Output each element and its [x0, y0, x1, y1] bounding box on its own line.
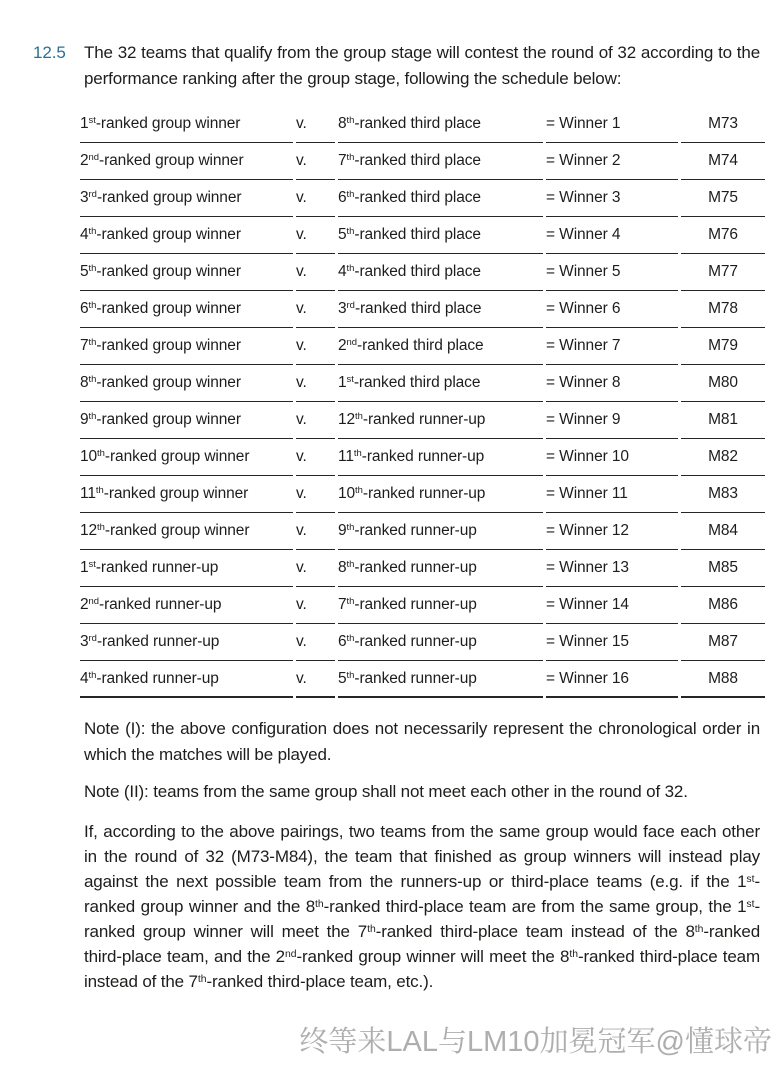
text-segment: -ranked third-place team, etc.). [206, 971, 434, 991]
rank-number: 7 [80, 337, 89, 354]
ordinal-suffix: th [88, 226, 97, 238]
rank-number: 6 [338, 189, 347, 206]
team-label: -ranked runner-up [354, 559, 477, 576]
round32-schedule-table [77, 106, 768, 698]
rank-number: 3 [338, 300, 347, 317]
ordinal-suffix: th [346, 559, 355, 571]
rank-number: 6 [338, 633, 347, 650]
team-label: -ranked runner-up [99, 596, 222, 613]
ordinal-suffix: th [346, 189, 355, 201]
match-number-cell: M85 [681, 550, 765, 587]
home-team-cell [80, 180, 293, 217]
rank-number: 11 [80, 485, 96, 502]
rank-number: 7 [338, 596, 347, 613]
ordinal-suffix: rd [346, 300, 355, 312]
ordinal-suffix: th [88, 669, 97, 681]
home-team-cell [80, 476, 293, 513]
table-row [80, 106, 765, 143]
text-segment: -ranked third-place team instead of the 7 [84, 946, 760, 991]
versus-label: v. [296, 624, 335, 661]
match-number-cell: M80 [681, 365, 765, 402]
table-body [80, 106, 765, 698]
table-row [80, 513, 765, 550]
ordinal-suffix: nd [346, 337, 358, 349]
versus-label: v. [296, 143, 335, 180]
ordinal-suffix: st [88, 115, 96, 127]
home-team-cell [80, 291, 293, 328]
winner-cell: = Winner 15 [546, 624, 678, 661]
away-team-cell [338, 476, 543, 513]
team-label: -ranked runner-up [361, 448, 485, 465]
rank-number: 9 [338, 522, 347, 539]
winner-cell: = Winner 2 [546, 143, 678, 180]
team-label: -ranked group winner [96, 226, 241, 243]
note-2: Note (II): teams from the same group shall not meet each other in the round of 32. [84, 782, 688, 801]
rank-number: 2 [80, 152, 89, 169]
match-number-cell: M75 [681, 180, 765, 217]
away-team-cell [338, 328, 543, 365]
team-label: -ranked group winner [104, 448, 250, 465]
ordinal-suffix: th [88, 300, 97, 312]
versus-label: v. [296, 550, 335, 587]
winner-cell: = Winner 4 [546, 217, 678, 254]
ordinal-suffix: th [88, 374, 97, 386]
rank-number: 1 [80, 115, 89, 132]
versus-label: v. [296, 106, 335, 143]
away-team-cell [338, 180, 543, 217]
home-team-cell [80, 550, 293, 587]
ordinal-superscript: st [746, 873, 755, 885]
home-team-cell [80, 587, 293, 624]
text-segment: -ranked group winner will meet the 8 [296, 946, 570, 966]
match-number-cell: M74 [681, 143, 765, 180]
versus-label: v. [296, 402, 335, 439]
ordinal-suffix: th [346, 596, 355, 608]
team-label: -ranked third place [354, 263, 481, 280]
away-team-cell [338, 106, 543, 143]
team-label: -ranked runner-up [96, 669, 219, 687]
winner-cell: = Winner 10 [546, 439, 678, 476]
table-row [80, 365, 765, 402]
rank-number: 10 [338, 485, 356, 502]
ordinal-suffix: th [346, 669, 355, 681]
table-row [80, 550, 765, 587]
table-row [80, 291, 765, 328]
ordinal-suffix: th [97, 522, 105, 534]
away-team-cell [338, 587, 543, 624]
team-label: -ranked group winner [96, 337, 241, 354]
rank-number: 2 [338, 337, 347, 354]
rank-number: 5 [80, 263, 89, 280]
team-label: -ranked group winner [96, 374, 241, 391]
rank-number: 8 [338, 115, 347, 132]
ordinal-suffix: rd [88, 189, 97, 201]
versus-label: v. [296, 513, 335, 550]
watermark: 终等来LAL与LM10加冕冠军@懂球帝 [299, 1026, 772, 1058]
rank-number: 4 [338, 263, 347, 280]
versus-label: v. [296, 180, 335, 217]
table-row [80, 624, 765, 661]
team-label: -ranked group winner [96, 189, 242, 206]
rank-number: 4 [80, 669, 89, 687]
section-heading [0, 0, 772, 91]
away-team-cell [338, 291, 543, 328]
versus-label: v. [296, 661, 335, 698]
table-row [80, 402, 765, 439]
team-label: -ranked runner-up [95, 559, 219, 576]
rank-number: 12 [80, 522, 98, 539]
away-team-cell [338, 254, 543, 291]
team-label: -ranked group winner [96, 411, 241, 428]
away-team-cell [338, 365, 543, 402]
ordinal-suffix: st [346, 374, 354, 386]
ordinal-suffix: nd [88, 152, 100, 164]
team-label: -ranked third place [354, 300, 482, 317]
ordinal-suffix: th [97, 448, 105, 460]
section-number: 12.5 [33, 43, 66, 62]
team-label: -ranked group winner [99, 152, 244, 169]
pairings-paragraph [84, 819, 760, 994]
rank-number: 5 [338, 226, 347, 243]
team-label: -ranked runner-up [354, 669, 477, 687]
ordinal-superscript: st [746, 898, 755, 910]
ordinal-suffix: th [346, 115, 355, 127]
rank-number: 9 [80, 411, 89, 428]
rank-number: 8 [80, 374, 89, 391]
text-segment: -ranked third-place team, and the 2 [84, 921, 760, 966]
rank-number: 10 [80, 448, 98, 465]
text-segment: -ranked third-place team instead of the 8 [375, 921, 695, 941]
table-row [80, 143, 765, 180]
ordinal-suffix: nd [88, 596, 100, 608]
home-team-cell [80, 328, 293, 365]
home-team-cell [80, 439, 293, 476]
versus-label: v. [296, 439, 335, 476]
home-team-cell [80, 106, 293, 143]
home-team-cell [80, 254, 293, 291]
rank-number: 12 [338, 411, 356, 428]
team-label: -ranked group winner [96, 263, 241, 280]
winner-cell: = Winner 16 [546, 661, 678, 698]
rank-number: 7 [338, 152, 347, 169]
ordinal-suffix: th [88, 411, 97, 423]
away-team-cell [338, 624, 543, 661]
away-team-cell [338, 661, 543, 698]
match-number-cell: M77 [681, 254, 765, 291]
ordinal-suffix: th [95, 485, 104, 497]
ordinal-superscript: th [367, 923, 376, 935]
ordinal-suffix: th [346, 152, 355, 164]
ordinal-suffix: th [346, 263, 355, 275]
table-row [80, 661, 765, 698]
rank-number: 8 [338, 559, 347, 576]
match-number-cell: M81 [681, 402, 765, 439]
versus-label: v. [296, 328, 335, 365]
home-team-cell [80, 402, 293, 439]
team-label: -ranked runner-up [354, 596, 477, 613]
away-team-cell [338, 439, 543, 476]
text-segment: -ranked group winner and the 8 [84, 871, 760, 916]
home-team-cell [80, 513, 293, 550]
rank-number: 2 [80, 596, 89, 613]
winner-cell: = Winner 11 [546, 476, 678, 513]
versus-label: v. [296, 476, 335, 513]
match-number-cell: M73 [681, 106, 765, 143]
ordinal-suffix: th [346, 633, 355, 645]
note-1: Note (I): the above configuration does not necessarily represent the chronological order in which the matches will be played. [84, 719, 760, 764]
text-segment: -ranked third-place team are from the same group, the 1 [323, 896, 747, 916]
team-label: -ranked group winner [95, 115, 241, 132]
match-number-cell: M83 [681, 476, 765, 513]
versus-label: v. [296, 291, 335, 328]
versus-label: v. [296, 587, 335, 624]
winner-cell: = Winner 9 [546, 402, 678, 439]
match-number-cell: M79 [681, 328, 765, 365]
match-number-cell: M88 [681, 661, 765, 698]
text-segment: -ranked group winner will meet the 7 [84, 896, 760, 941]
winner-cell: = Winner 1 [546, 106, 678, 143]
team-label: -ranked group winner [96, 300, 241, 317]
team-label: -ranked runner-up [354, 633, 477, 650]
rank-number: 4 [80, 226, 89, 243]
team-label: -ranked runner-up [354, 522, 477, 539]
table-row [80, 328, 765, 365]
rank-number: 1 [80, 559, 89, 576]
home-team-cell [80, 365, 293, 402]
text-segment: If, according to the above pairings, two teams from the same group would face each other in the round of 32 (M73-M84), the team that finished as group winners will instead play against the next possible team from the runners-up or third-place teams (e.g. if the 1 [84, 821, 760, 891]
winner-cell: = Winner 13 [546, 550, 678, 587]
versus-label: v. [296, 254, 335, 291]
team-label: -ranked runner-up [96, 633, 220, 650]
ordinal-superscript: th [569, 948, 578, 960]
team-label: -ranked group winner [104, 522, 250, 539]
ordinal-superscript: th [694, 923, 704, 935]
winner-cell: = Winner 6 [546, 291, 678, 328]
match-number-cell: M86 [681, 587, 765, 624]
table-row [80, 217, 765, 254]
team-label: -ranked group winner [103, 485, 249, 502]
winner-cell: = Winner 7 [546, 328, 678, 365]
winner-cell: = Winner 14 [546, 587, 678, 624]
ordinal-superscript: th [197, 973, 207, 985]
table-row [80, 254, 765, 291]
match-number-cell: M84 [681, 513, 765, 550]
rank-number: 11 [338, 448, 354, 465]
away-team-cell [338, 550, 543, 587]
ordinal-suffix: th [353, 448, 362, 460]
table-row [80, 180, 765, 217]
home-team-cell [80, 624, 293, 661]
rank-number: 1 [338, 374, 347, 391]
ordinal-suffix: rd [88, 633, 97, 645]
away-team-cell [338, 513, 543, 550]
ordinal-superscript: nd [284, 948, 297, 960]
versus-label: v. [296, 365, 335, 402]
ordinal-suffix: st [88, 559, 96, 571]
ordinal-suffix: th [88, 263, 97, 275]
ordinal-suffix: th [355, 485, 363, 497]
winner-cell: = Winner 8 [546, 365, 678, 402]
away-team-cell [338, 402, 543, 439]
ordinal-superscript: th [315, 898, 324, 910]
rank-number: 3 [80, 633, 89, 650]
versus-label: v. [296, 217, 335, 254]
home-team-cell [80, 143, 293, 180]
winner-cell: = Winner 12 [546, 513, 678, 550]
rank-number: 6 [80, 300, 89, 317]
team-label: -ranked runner-up [362, 485, 486, 502]
team-label: -ranked third place [353, 374, 481, 391]
away-team-cell [338, 143, 543, 180]
ordinal-suffix: th [346, 522, 355, 534]
home-team-cell [80, 661, 293, 698]
winner-cell: = Winner 3 [546, 180, 678, 217]
match-number-cell: M78 [681, 291, 765, 328]
team-label: -ranked third place [354, 115, 481, 132]
match-number-cell: M82 [681, 439, 765, 476]
away-team-cell [338, 217, 543, 254]
rank-number: 3 [80, 189, 89, 206]
team-label: -ranked third place [354, 189, 481, 206]
team-label: -ranked third place [354, 226, 481, 243]
table-row [80, 587, 765, 624]
winner-cell: = Winner 5 [546, 254, 678, 291]
ordinal-suffix: th [346, 226, 355, 238]
ordinal-suffix: th [355, 411, 363, 423]
ordinal-suffix: th [88, 337, 97, 349]
home-team-cell [80, 217, 293, 254]
match-number-cell: M87 [681, 624, 765, 661]
table-row [80, 439, 765, 476]
team-label: -ranked runner-up [362, 411, 486, 428]
team-label: -ranked third place [354, 152, 481, 169]
section-intro-text: The 32 teams that qualify from the group stage will contest the round of 32 according to the performance ranking after the group stage, following the schedule below: [84, 43, 760, 88]
rank-number: 5 [338, 669, 347, 687]
match-number-cell: M76 [681, 217, 765, 254]
table-row [80, 476, 765, 513]
team-label: -ranked third place [357, 337, 484, 354]
